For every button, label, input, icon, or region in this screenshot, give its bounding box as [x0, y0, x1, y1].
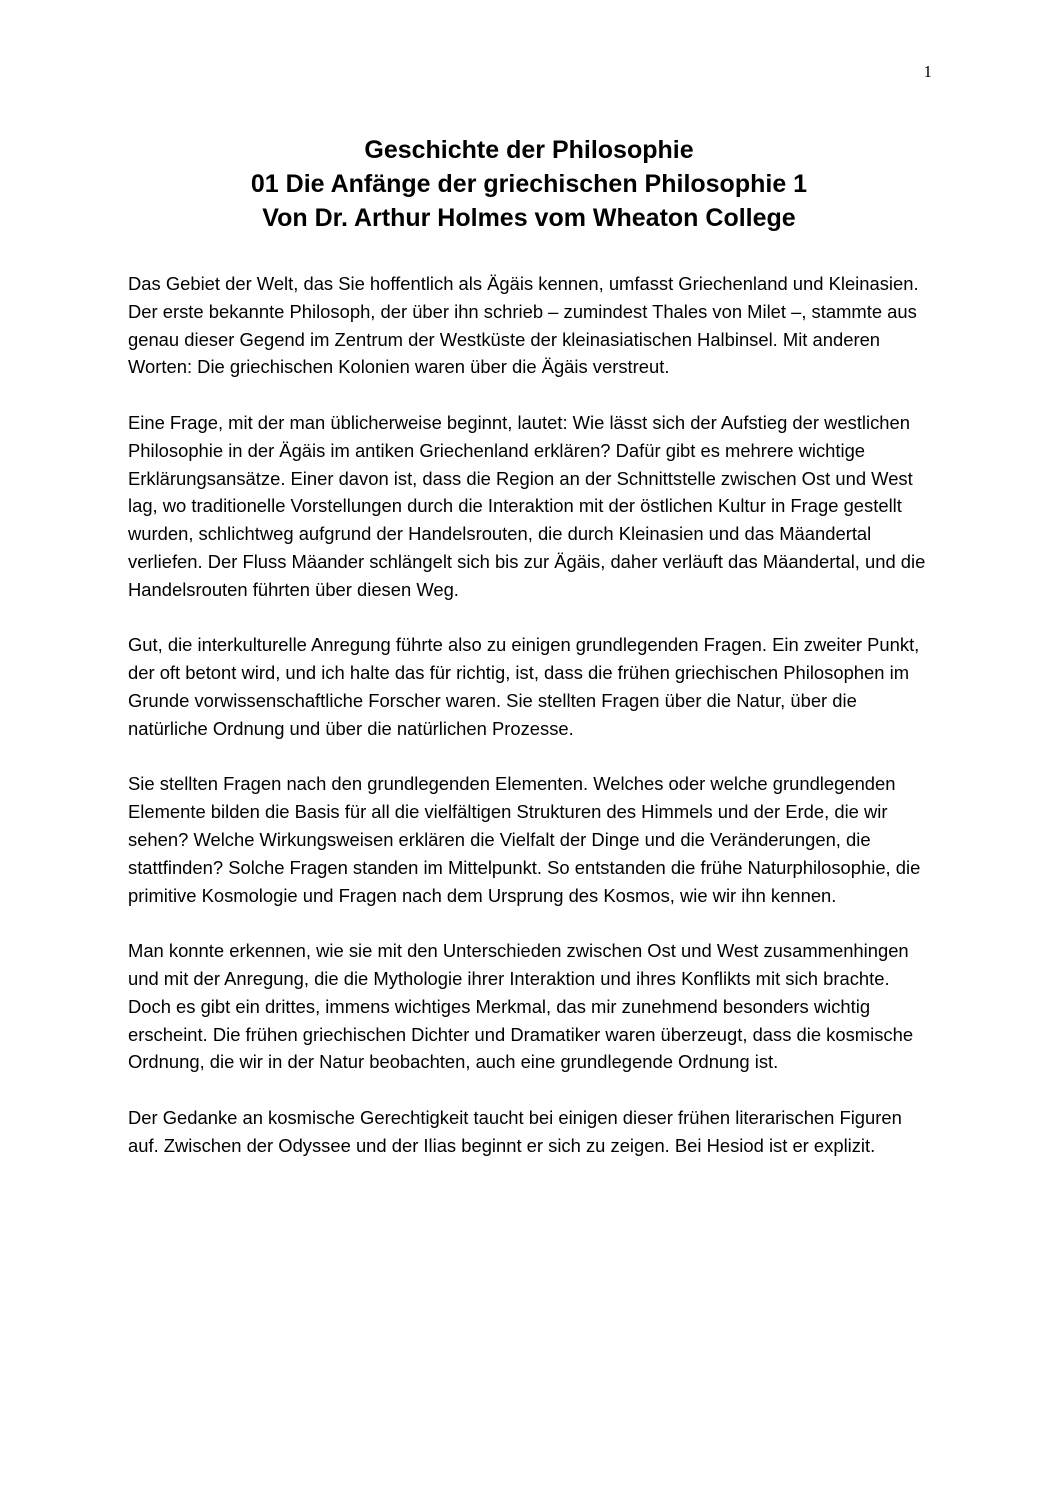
paragraph-6: Der Gedanke an kosmische Gerechtigkeit taucht bei einigen dieser frühen literarischen Figuren auf. Zwischen der Odyssee und der Ilias beginnt er sich zu zeigen. Bei Hesiod ist er explizit.	[128, 1106, 902, 1156]
title-lecture: 01 Die Anfänge der griechischen Philosophie 1	[250, 170, 808, 198]
title-author: Von Dr. Arthur Holmes vom Wheaton College	[262, 204, 796, 232]
page-number: 1	[923, 62, 932, 81]
page-title	[0, 133, 1058, 235]
paragraph-1: Das Gebiet der Welt, das Sie hoffentlich als Ägäis kennen, umfasst Griechenland und Kleinasien. Der erste bekannte Philosoph, der über ihn schrieb – zumindest Thales von Milet –, stammte aus genau dieser Gegend im Zentrum der Westküste der kleinasiatischen Halbinsel. Mit anderen Worten: Die griechischen Kolonien waren über die Ägäis verstreut.	[128, 273, 919, 378]
paragraph-3: Gut, die interkulturelle Anregung führte also zu einigen grundlegenden Fragen. Ein zweiter Punkt, der oft betont wird, und ich halte das für richtig, ist, dass die frühen griechischen Philosophen im Grunde vorwissenschaftliche Forscher waren. Sie stellten Fragen über die Natur, über die natürliche Ordnung und über die natürlichen Prozesse.	[128, 634, 920, 739]
document-body	[128, 270, 934, 1187]
paragraph-4: Sie stellten Fragen nach den grundlegenden Elementen. Welches oder welche grundlegenden Elemente bilden die Basis für all die vielfältigen Strukturen des Himmels und der Erde, die wir sehen? Welche Wirkungsweisen erklären die Vielfalt der Dinge und die Veränderungen, die stattfinden? Solche Fragen standen im Mittelpunkt. So entstanden die frühe Naturphilosophie, die primitive Kosmologie und Fragen nach dem Ursprung des Kosmos, wie wir ihn kennen.	[128, 773, 921, 906]
paragraph-5: Man konnte erkennen, wie sie mit den Unterschieden zwischen Ost und West zusammenhingen und mit der Anregung, die die Mythologie ihrer Interaktion und ihres Konflikts mit sich brachte. Doch es gibt ein drittes, immens wichtiges Merkmal, das mir zunehmend besonders wichtig erscheint. Die frühen griechischen Dichter und Dramatiker waren überzeugt, dass die kosmische Ordnung, die wir in der Natur beobachten, auch eine grundlegende Ordnung ist.	[128, 940, 914, 1073]
title-series: Geschichte der Philosophie	[364, 136, 694, 164]
paragraph-2: Eine Frage, mit der man üblicherweise beginnt, lautet: Wie lässt sich der Aufstieg der westlichen Philosophie in der Ägäis im antiken Griechenland erklären? Dafür gibt es mehrere wichtige Erklärungsansätze. Einer davon ist, dass die Region an der Schnittstelle zwischen Ost und West lag, wo traditionelle Vorstellungen durch die Interaktion mit der östlichen Kultur in Frage gestellt wurden, schlichtweg aufgrund der Handelsrouten, die durch Kleinasien und das Mäandertal verliefen. Der Fluss Mäander schlängelt sich bis zur Ägäis, daher verläuft das Mäandertal, und die Handelsrouten führten über diesen Weg.	[128, 411, 926, 600]
